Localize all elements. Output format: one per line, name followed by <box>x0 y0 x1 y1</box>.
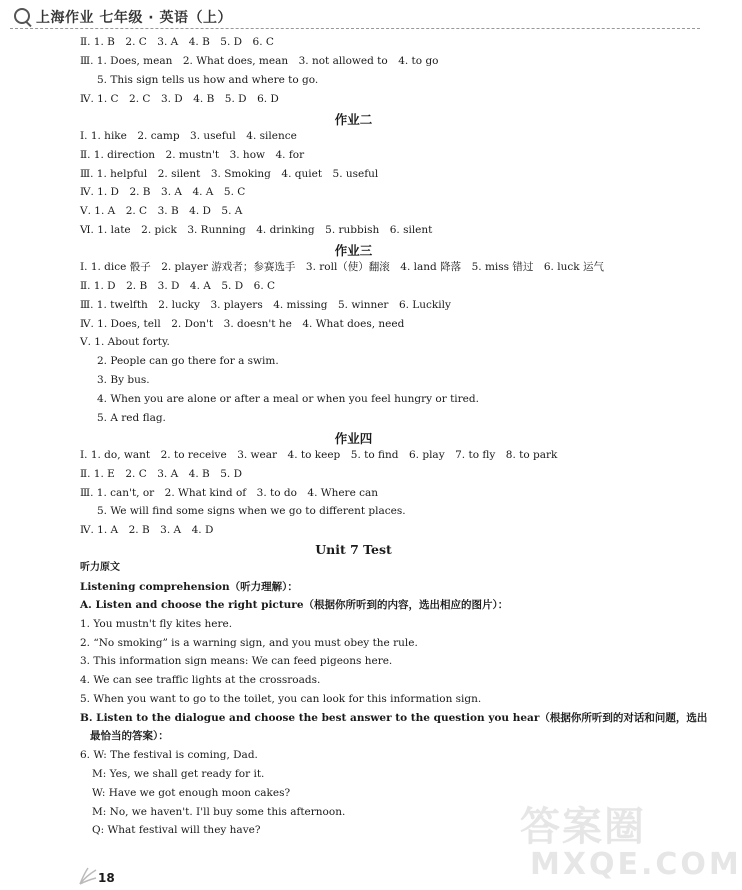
answer-line: Ⅱ. 1. direction 2. mustn't 3. how 4. for <box>80 149 305 161</box>
transcript-line: Q: What festival will they have? <box>92 824 261 836</box>
answer-line: Ⅳ. 1. D 2. B 3. A 4. A 5. C <box>80 186 246 198</box>
answer-line: Ⅱ. 1. D 2. B 3. D 4. A 5. D 6. C <box>80 280 276 292</box>
answer-line: 5. A red flag. <box>97 412 166 424</box>
answer-line: Ⅱ. 1. B 2. C 3. A 4. B 5. D 6. C <box>80 36 274 48</box>
page-header <box>10 6 700 29</box>
section-title: 作业三 <box>334 243 373 258</box>
transcript-line: 4. We can see traffic lights at the crossroads. <box>80 674 321 686</box>
listening-subheading: Listening comprehension（听力理解）： <box>80 581 298 593</box>
page-number: 18 <box>98 871 115 885</box>
part-b-instruction-cont: 最恰当的答案）： <box>90 730 169 742</box>
transcript-line: 2. “No smoking” is a warning sign, and you must obey the rule. <box>80 637 418 649</box>
answer-line: Ⅳ. 1. Does, tell 2. Don't 3. doesn't he 4. What does, need <box>80 318 405 330</box>
watermark-url: MXQE.COM <box>530 847 742 882</box>
part-b-instruction: B. Listen to the dialogue and choose the best answer to the question you hear（根据你所听到的对话和问题，选出 <box>80 712 708 724</box>
answer-line: Ⅴ. 1. A 2. C 3. B 4. D 5. A <box>80 205 243 217</box>
listening-heading: 听力原文 <box>80 562 120 573</box>
transcript-line: M: Yes, we shall get ready for it. <box>92 768 265 780</box>
answer-line: Ⅱ. 1. E 2. C 3. A 4. B 5. D <box>80 468 243 480</box>
part-a-instruction: A. Listen and choose the right picture（根据你所听到的内容，选出相应的图片）： <box>80 599 509 611</box>
answer-line: Ⅳ. 1. C 2. C 3. D 4. B 5. D 6. D <box>80 93 279 105</box>
answer-line: 4. When you are alone or after a meal or when you feel hungry or tired. <box>97 393 479 405</box>
section-title: 作业四 <box>334 431 373 446</box>
watermark <box>520 795 742 885</box>
transcript-line: M: No, we haven't. I'll buy some this afternoon. <box>92 806 346 818</box>
answer-line: 2. People can go there for a swim. <box>97 355 279 367</box>
answer-line: Ⅴ. 1. About forty. <box>80 336 170 348</box>
answer-line: Ⅲ. 1. twelfth 2. lucky 3. players 4. missing 5. winner 6. Luckily <box>80 299 451 311</box>
transcript-line: 1. You mustn't fly kites here. <box>80 618 233 630</box>
transcript-line: 6. W: The festival is coming, Dad. <box>80 749 258 761</box>
page-corner-decoration-icon <box>78 866 98 886</box>
header-title: 上海作业 七年级 · 英语（上） <box>36 10 232 26</box>
answer-line: Ⅵ. 1. late 2. pick 3. Running 4. drinking 5. rubbish 6. silent <box>80 224 433 236</box>
watermark-text: 答案圈 <box>520 804 646 850</box>
answer-line: 5. This sign tells us how and where to go. <box>97 74 319 86</box>
answer-line: Ⅰ. 1. hike 2. camp 3. useful 4. silence <box>80 130 297 142</box>
transcript-line: 5. When you want to go to the toilet, you can look for this information sign. <box>80 693 482 705</box>
answer-line: Ⅲ. 1. can't, or 2. What kind of 3. to do 4. Where can <box>80 487 379 499</box>
unit-title: Unit 7 Test <box>315 542 392 557</box>
answer-line: 3. By bus. <box>97 374 150 386</box>
answer-line: Ⅰ. 1. do, want 2. to receive 3. wear 4. to keep 5. to find 6. play 7. to fly 8. to park <box>80 449 558 461</box>
transcript-line: W: Have we got enough moon cakes? <box>92 787 291 799</box>
answer-line: Ⅰ. 1. dice 骰子 2. player 游戏者；参赛选手 3. roll（使）翻滚 4. land 降落 5. miss 错过 6. luck 运气 <box>80 261 604 273</box>
answer-line: Ⅲ. 1. Does, mean 2. What does, mean 3. not allowed to 4. to go <box>80 55 439 67</box>
answer-line: Ⅳ. 1. A 2. B 3. A 4. D <box>80 524 214 536</box>
transcript-line: 3. This information sign means: We can feed pigeons here. <box>80 655 393 667</box>
search-logo-icon <box>14 8 30 24</box>
answer-line: Ⅲ. 1. helpful 2. silent 3. Smoking 4. quiet 5. useful <box>80 168 379 180</box>
section-title: 作业二 <box>334 112 373 127</box>
answer-line: 5. We will find some signs when we go to different places. <box>97 505 406 517</box>
